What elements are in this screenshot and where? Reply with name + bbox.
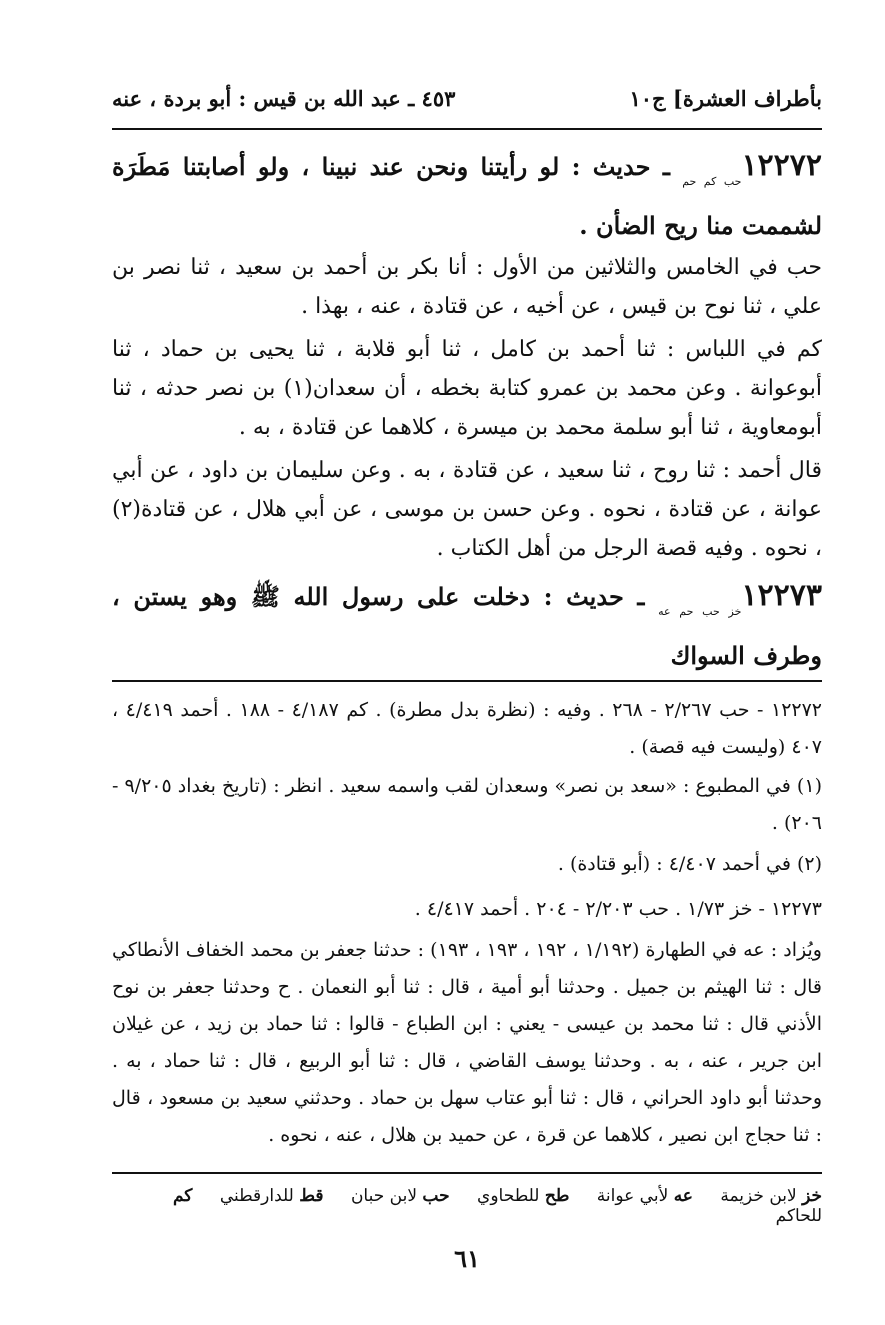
footnote-rule (112, 680, 822, 682)
abbr-key: كم (172, 1186, 193, 1206)
abbreviations-key (112, 1186, 822, 1226)
hadith-sigla: خز حب حم عه (658, 605, 742, 618)
footnote-1: (١) في المطبوع : «سعد بن نصر» وسعدان لقب واسمه سعيد . انظر : (تاريخ بغداد ٩/٢٠٥ - ٢٠٦) . (112, 775, 822, 834)
header-section-title: ٤٥٣ ـ عبد الله بن قيس : أبو بردة ، عنه (112, 86, 456, 111)
header-rule (112, 128, 822, 130)
paragraph: حب في الخامس والثلاثين من الأول : أنا بكر بن أحمد بن سعيد ، ثنا نصر بن علي ، ثنا نوح بن قيس ، عن أخيه ، عن قتادة ، عنه ، بهذا . (112, 255, 822, 319)
footnote-addition: ويُزاد : عه في الطهارة (١/١٩٢ ، ١٩٢ ، ١٩٣ ، ١٩٣) : حدثنا جعفر بن محمد الخفاف الأنطاكي قال : ثنا الهيثم بن جميل . وحدثنا أبو أمية ، قال : ثنا أبو النعمان . ح وحدثنا جعفر بن نوح الأذني قال : ثنا محمد بن عيسى - يعني : ابن الطباع - قالوا : ثنا حماد بن زيد ، عن غيلان ابن جرير ، عنه ، به . وحدثنا يوسف القاضي ، قال : ثنا أبو الربيع ، قال : ثنا حماد ، به . وحدثنا أبو داود الحراني ، قال : ثنا أبو عتاب سهل بن حماد . وحدثني سعيد بن مسعود ، قال : ثنا حجاج ابن نصير ، كلاهما عن قرة ، عن حميد بن هلال ، عنه ، نحوه . (112, 939, 822, 1146)
abbr-value: لأبي عوانة (596, 1186, 669, 1206)
hadith-heading (112, 574, 822, 678)
paragraph: قال أحمد : ثنا روح ، ثنا سعيد ، عن قتادة ، به . وعن سليمان بن داود ، عن أبي عوانة ، عن قتادة ، نحوه . وعن حسن بن موسى ، عن أبي هلال ، عن قتادة(٢) ، نحوه . وفيه قصة الرجل من أهل الكتاب . (112, 458, 822, 561)
abbr-key: حب (422, 1186, 450, 1206)
running-header (112, 78, 822, 118)
hadith-heading-text: ـ حديث : لو رأيتنا ونحن عند نبينا ، ولو أصابتنا مَطَرَة لشممت منا ريح الضأن . (112, 152, 822, 240)
hadith-heading-text: ـ حديث : دخلت على رسول الله ﷺ وهو يستن ، وطرف السواك (112, 582, 822, 670)
hadith-number: ١٢٢٧٣ (741, 578, 822, 613)
hadith-heading (112, 144, 822, 248)
abbr-value: لابن خزيمة (720, 1186, 797, 1206)
footnote-source-12272: ١٢٢٧٢ - حب ٢/٢٦٧ - ٢٦٨ . وفيه : (نظرة بدل مطرة) . كم ٤/١٨٧ - ١٨٨ . أحمد ٤/٤١٩ ، ٤٠٧ (وليست فيه قصة) . (112, 699, 823, 758)
abbr-value: للحاكم (775, 1206, 822, 1226)
paragraph: كم في اللباس : ثنا أحمد بن كامل ، ثنا أبو قلابة ، ثنا يحيى بن حماد ، ثنا أبوعوانة . وعن محمد بن عمرو كتابة بخطه ، أن سعدان(١) بن نصر حدثه ، ثنا أبومعاوية ، ثنا أبو سلمة محمد بن ميسرة ، كلاهما عن قتادة ، به . (112, 337, 823, 440)
hadith-sigla: حب كم حم (682, 175, 742, 188)
header-book-title: بأطراف العشرة] ج١٠ (629, 86, 822, 111)
hadith-12272 (112, 144, 822, 678)
abbr-key: قط (299, 1186, 324, 1206)
page (112, 0, 822, 1325)
hadith-number: ١٢٢٧٢ (741, 148, 823, 183)
abbr-value: لابن حبان (350, 1186, 418, 1206)
page-number: ٦١ (454, 1244, 480, 1273)
abbr-key: خز (802, 1186, 822, 1206)
abbr-key: عه (673, 1186, 693, 1206)
abbr-key: طح (544, 1186, 570, 1206)
abbreviations-rule (112, 1172, 822, 1174)
abbr-value: للدارقطني (219, 1186, 294, 1206)
footnote-2: (٢) في أحمد ٤/٤٠٧ : (أبو قتادة) . (557, 853, 822, 875)
abbr-value: للطحاوي (477, 1186, 540, 1206)
footnote-source-12273: ١٢٢٧٣ - خز ١/٧٣ . حب ٢/٢٠٣ - ٢٠٤ . أحمد ٤/٤١٧ . (414, 898, 822, 920)
